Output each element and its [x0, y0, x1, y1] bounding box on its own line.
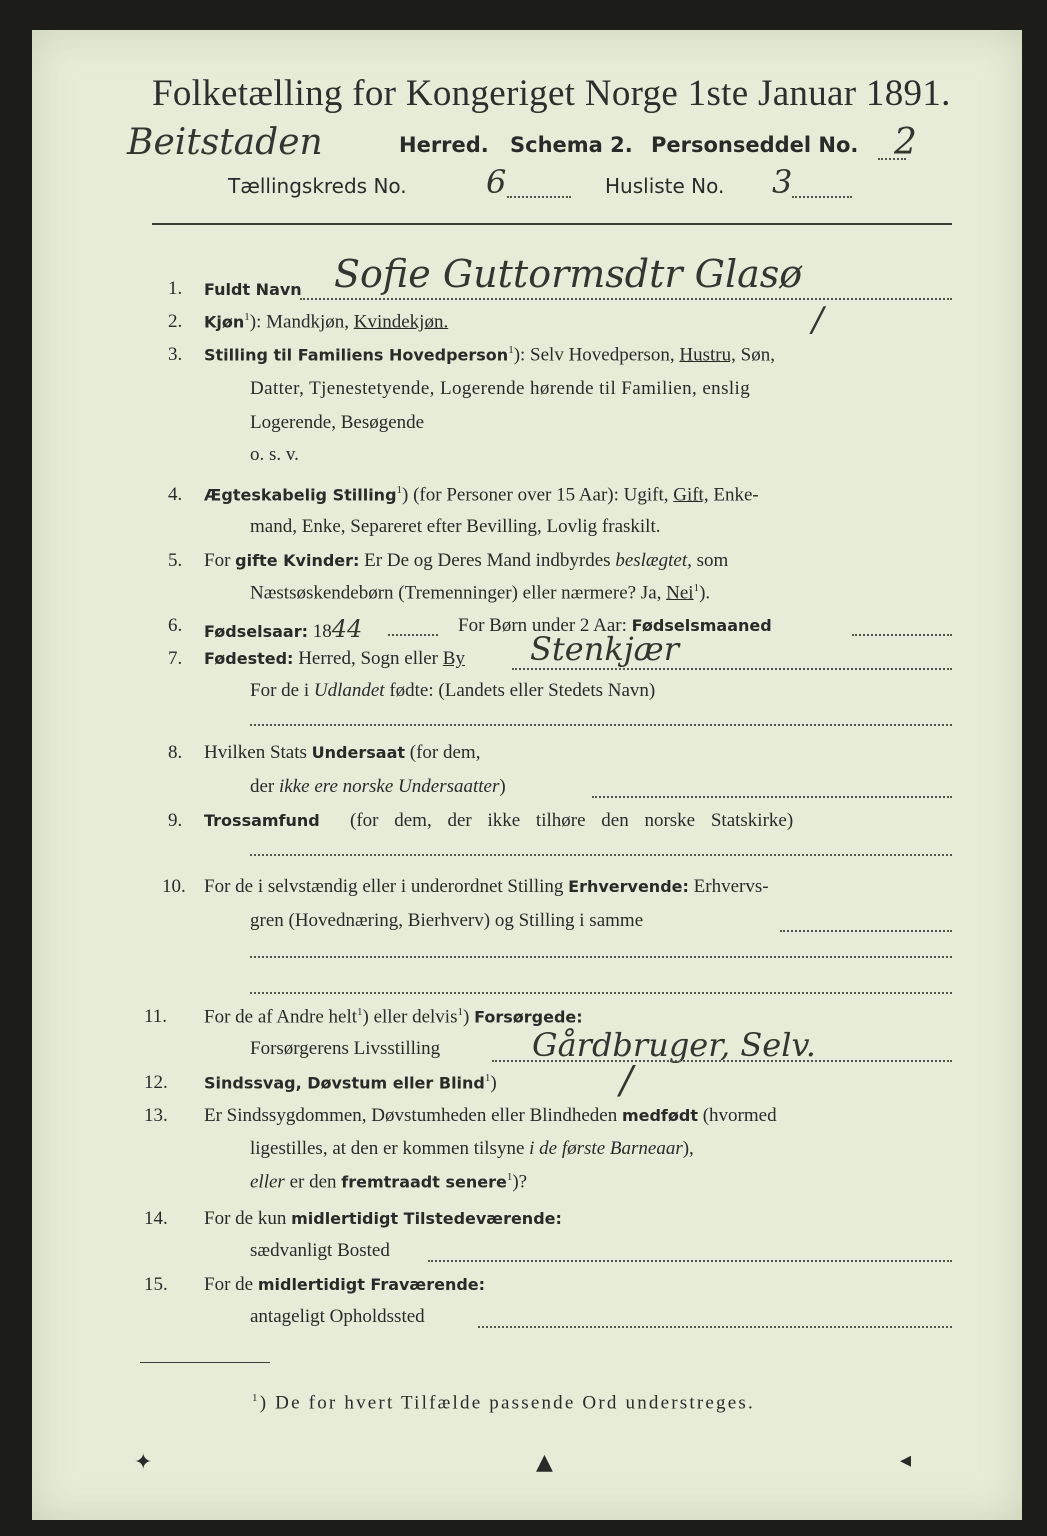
item-13-l2-c: ),	[682, 1138, 694, 1159]
husliste-label: Husliste No.	[605, 174, 725, 198]
item-9-text: (for dem, der ikke tilhøre den norske Statskirke)	[350, 810, 794, 831]
kreds-label: Tællingskreds No.	[228, 174, 407, 198]
item-9-number: 9.	[168, 810, 183, 831]
item-8-line-2	[250, 776, 506, 798]
item-15-dotted-line	[478, 1326, 952, 1328]
item-11-text-b: ) eller delvis	[362, 1006, 458, 1028]
item-13-label-2: fremtraadt senere	[341, 1172, 507, 1192]
item-14-pre: For de kun	[204, 1208, 292, 1229]
registration-mark-right: ◂	[900, 1448, 912, 1473]
item-2-label: Kjøn	[204, 312, 245, 332]
item-8-number: 8.	[168, 742, 183, 763]
item-2-line	[204, 311, 448, 333]
item-1-dotted-line	[300, 298, 952, 300]
item-13-line-3	[250, 1171, 527, 1193]
item-11-sup-2: 1	[457, 1006, 463, 1018]
item-5-sup: 1	[693, 582, 700, 594]
item-2-number: 2.	[168, 311, 183, 332]
item-3-text-c: Søn,	[735, 344, 775, 366]
item-15-line-2: antageligt Opholdssted	[250, 1306, 425, 1327]
item-13-l3-c: )?	[512, 1171, 528, 1193]
item-7-line-2	[250, 680, 655, 702]
item-6-year-prefix: 18	[308, 621, 332, 642]
personseddel-number-handwritten: 2	[894, 122, 917, 163]
item-12-text: )	[490, 1072, 497, 1094]
item-7-foreign-dotted-line	[250, 724, 952, 726]
item-9-label: Trossamfund	[204, 811, 320, 830]
item-4-text-c: Enke-	[708, 484, 759, 506]
item-7-l2-c: fødte: (Landets eller Stedets Navn)	[384, 680, 656, 701]
item-15-number: 15.	[144, 1274, 168, 1295]
item-10-dotted-line-3	[250, 992, 952, 994]
item-1-label: Fuldt Navn	[204, 280, 302, 299]
item-5-text-l2c: ).	[699, 582, 711, 604]
item-6-year-dotted-line	[388, 634, 438, 636]
registration-mark-left: ✦	[134, 1450, 153, 1475]
item-11-sup-1: 1	[357, 1006, 363, 1018]
item-3-sup: 1	[508, 344, 514, 356]
item-5-pre: For	[204, 550, 236, 571]
item-15-pre: For de	[204, 1274, 258, 1295]
item-14-dotted-line	[428, 1260, 952, 1262]
item-9-dotted-line	[250, 854, 952, 856]
item-8-ikke-norske: ikke ere norske Undersaatter	[279, 776, 500, 797]
item-11-label: Forsørgede:	[474, 1007, 583, 1027]
item-3-line-3: Logerende, Besøgende	[250, 412, 425, 433]
item-8-l2-c: )	[499, 776, 506, 797]
item-7-label: Fødested:	[204, 649, 294, 668]
item-1-number: 1.	[168, 278, 183, 299]
footnote-sup: 1	[252, 1392, 260, 1404]
item-14-number: 14.	[144, 1208, 168, 1229]
item-5-line-2	[250, 582, 710, 604]
item-6-label-2: Fødselsmaaned	[631, 616, 772, 635]
item-8-text-a: Hvilken Stats	[204, 742, 312, 763]
item-13-l2-a: ligestilles, at den er kommen tilsyne	[250, 1138, 530, 1159]
item-3-number: 3.	[168, 344, 183, 365]
item-5-number: 5.	[168, 550, 183, 571]
item-2-kvindekjon-underlined: Kvindekjøn.	[353, 311, 449, 333]
kreds-dotted-line	[507, 196, 571, 198]
item-4-line-2: mand, Enke, Separeret efter Bevilling, Lovlig fraskilt.	[250, 516, 661, 537]
item-8-dotted-line	[592, 796, 952, 798]
item-6-label: Fødselsaar:	[204, 622, 308, 641]
item-7-dotted-line	[512, 668, 952, 670]
form-title: Folketælling for Kongeriget Norge 1ste Januar 1891.	[152, 73, 951, 114]
item-13-l3-a: er den	[284, 1171, 342, 1193]
item-12-label: Sindssvag, Døvstum eller Blind	[204, 1073, 485, 1093]
item-5-beslaegtet: beslægtet,	[615, 550, 692, 571]
item-10-text-a: For de i selvstændig eller i underordnet Stilling	[204, 876, 569, 897]
item-5-line-1	[204, 550, 728, 572]
footnote-line	[252, 1392, 755, 1414]
item-6-number: 6.	[168, 615, 183, 636]
item-14-line-2: sædvanligt Bosted	[250, 1240, 390, 1261]
item-2-text-a: ): Mandkjøn,	[249, 311, 354, 333]
item-12-sup: 1	[484, 1072, 491, 1084]
item-3-label: Stilling til Familiens Hovedperson	[204, 345, 509, 365]
item-6-line	[204, 615, 362, 643]
item-7-number: 7.	[168, 648, 183, 669]
item-11-number: 11.	[144, 1006, 168, 1027]
registration-mark-center: ▲	[536, 1450, 553, 1475]
item-13-line-1	[204, 1105, 777, 1127]
item-5-text-c: som	[691, 550, 729, 571]
item-13-line-2	[250, 1138, 694, 1160]
personseddel-label: Personseddel No.	[651, 133, 859, 157]
footnote-divider	[140, 1362, 270, 1363]
item-5-label: gifte Kvinder:	[235, 551, 360, 570]
husliste-number-handwritten: 3	[772, 163, 793, 201]
item-4-line-1	[204, 484, 759, 506]
item-12-handwritten-mark: /	[620, 1058, 633, 1102]
header-divider	[152, 223, 952, 225]
item-13-text-a: Er Sindssygdommen, Døvstumheden eller Blindheden	[204, 1105, 622, 1126]
item-13-eller: eller	[250, 1171, 285, 1193]
item-8-label: Undersaat	[311, 743, 406, 762]
item-10-line-1	[204, 876, 769, 898]
item-10-dotted-line-1	[780, 930, 952, 932]
item-15-line-1	[204, 1274, 485, 1296]
schema-label: Schema 2.	[510, 133, 633, 157]
item-13-label: medfødt	[621, 1106, 698, 1125]
birth-year-handwritten: 44	[331, 615, 363, 643]
item-7-line-1	[204, 648, 465, 670]
item-8-l2-a: der	[250, 776, 280, 797]
item-5-text-l2a: Næstsøskendebørn (Tremenninger) eller nærmere? Ja,	[250, 582, 667, 604]
full-name-handwritten: Sofie Guttormsdtr Glasø	[334, 252, 803, 296]
item-5-nei-underlined: Nei	[666, 582, 694, 604]
item-11-text-c: )	[462, 1006, 475, 1028]
item-3-text-a: ): Selv Hovedperson,	[513, 344, 680, 366]
item-4-number: 4.	[168, 484, 183, 505]
item-7-udlandet: Udlandet	[313, 680, 385, 701]
personseddel-dotted-line	[878, 158, 906, 160]
item-8-line-1	[204, 742, 480, 764]
birthplace-handwritten: Stenkjær	[530, 630, 680, 668]
item-8-text-c: (for dem,	[405, 742, 481, 763]
item-10-number: 10.	[162, 876, 186, 897]
item-2-margin-mark: /	[812, 300, 824, 340]
item-12-line	[204, 1072, 497, 1094]
item-7-by-underlined: By	[442, 648, 465, 669]
kreds-number-handwritten: 6	[486, 163, 507, 201]
item-7-text-a: Herred, Sogn eller	[293, 648, 443, 669]
item-13-sup: 1	[506, 1171, 513, 1183]
item-14-label: midlertidigt Tilstedeværende:	[291, 1209, 562, 1228]
item-15-label: midlertidigt Fraværende:	[257, 1275, 486, 1294]
item-10-text-c: Erhvervs-	[688, 876, 769, 897]
item-10-line-2: gren (Hovednæring, Bierhverv) og Stilling i samme	[250, 910, 644, 931]
item-2-sup: 1	[244, 311, 250, 323]
item-13-barneaar: i de første Barneaar	[529, 1138, 683, 1159]
item-3-line-4: o. s. v.	[250, 444, 299, 465]
item-4-text-a: ) (for Personer over 15 Aar): Ugift,	[402, 484, 674, 506]
item-3-line-2: Datter, Tjenestetyende, Logerende hørende til Familien, enslig	[250, 378, 751, 399]
item-4-label: Ægteskabelig Stilling	[204, 485, 397, 505]
item-4-sup: 1	[396, 484, 403, 496]
item-7-l2-a: For de i	[250, 680, 314, 701]
item-11-text-a: For de af Andre helt	[204, 1006, 358, 1028]
footnote-text: ) De for hvert Tilfælde passende Ord understreges.	[259, 1392, 755, 1414]
herred-label: Herred.	[399, 133, 489, 157]
item-14-line-1	[204, 1208, 562, 1230]
item-11-dotted-line	[492, 1060, 952, 1062]
item-6-month-dotted-line	[852, 634, 952, 636]
item-10-dotted-line-2	[250, 956, 952, 958]
item-13-text-c: (hvormed	[697, 1105, 777, 1126]
item-3-line-1	[204, 344, 775, 366]
item-10-label: Erhvervende:	[568, 877, 689, 896]
item-11-line-2: Forsørgerens Livsstilling	[250, 1038, 441, 1059]
provider-occupation-handwritten: Gårdbruger, Selv.	[532, 1026, 816, 1064]
husliste-dotted-line	[792, 196, 852, 198]
item-12-number: 12.	[144, 1072, 168, 1093]
item-13-number: 13.	[144, 1105, 168, 1126]
herred-name-handwritten: Beitstaden	[127, 122, 323, 163]
census-form-sheet	[32, 30, 1022, 1520]
item-11-line-1	[204, 1006, 583, 1028]
item-4-gift-underlined: Gift,	[673, 484, 709, 506]
item-6-mid-text: For Børn under 2 Aar:	[458, 615, 632, 636]
item-3-hustru-underlined: Hustru,	[679, 344, 736, 366]
item-5-text-a: Er De og Deres Mand indbyrdes	[359, 550, 616, 571]
